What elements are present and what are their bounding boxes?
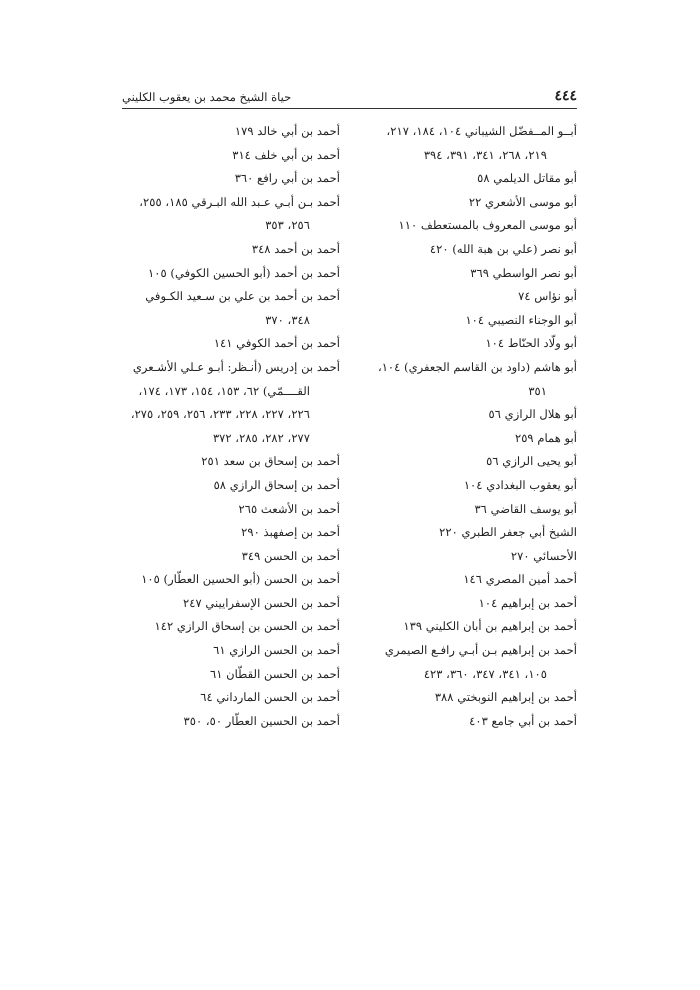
index-entry: أبو هاشم (داود بن القاسم الجعفري) ١٠٤، bbox=[377, 359, 577, 374]
index-entry: أحمد بن الحسن ٣٤٩ bbox=[241, 548, 340, 563]
running-title: حياة الشيخ محمد بن يعقوب الكليني bbox=[122, 90, 292, 104]
index-entry: أحمد بن الحسن المارداني ٦٤ bbox=[200, 690, 340, 705]
page-header bbox=[122, 88, 577, 106]
index-entry: أحمد بن إبراهيم النوبختي ٣٨٨ bbox=[434, 690, 577, 705]
index-entry-continuation: ٢٧٧، ٢٨٢، ٢٨٥، ٣٧٢ bbox=[212, 430, 310, 445]
index-entry: أحمد بـن أبـي عـبد الله البـرقي ١٨٥، ٢٥٥، bbox=[139, 194, 340, 209]
index-entry-continuation: ٢٢٦، ٢٢٧، ٢٢٨، ٢٣٣، ٢٥٦، ٢٥٩، ٢٧٥، bbox=[130, 407, 310, 422]
index-entry: أبو نصر الواسطي ٣٦٩ bbox=[470, 265, 577, 280]
index-column-left bbox=[115, 120, 340, 733]
index-entry: أحمد بن إدريس (أنـظر: أبـو عـلي الأشـعري bbox=[132, 359, 340, 374]
page-number: ٤٤٤ bbox=[554, 88, 577, 104]
index-entry: أحمد بن أبي جامع ٤٠٣ bbox=[469, 713, 577, 728]
index-entry: أحمد بن الحسين العطّار ٥٠، ٣٥٠ bbox=[183, 713, 340, 728]
index-entry: أحمد بن إسحاق الرازي ٥٨ bbox=[213, 477, 340, 492]
index-entry: الشيخ أبي جعفر الطبري ٢٢٠ bbox=[439, 525, 577, 540]
index-entry: أحمد بن أبي رافع ٣٦٠ bbox=[234, 171, 340, 186]
index-entry: أحمد بن إبراهيم ١٠٤ bbox=[478, 595, 577, 610]
index-entry: أبو همام ٢٥٩ bbox=[514, 430, 577, 445]
index-entry: أحمد بن الحسن الإسفراييني ٢٤٧ bbox=[183, 595, 340, 610]
index-entry: أبو ولّاد الحنّاط ١٠٤ bbox=[485, 336, 577, 351]
index-entry: أبو موسى الأشعري ٢٢ bbox=[468, 194, 577, 209]
index-column-right bbox=[347, 120, 577, 733]
index-entry-continuation: ٣٥١ bbox=[528, 383, 547, 398]
index-entry: أحمد بن أبي خالد ١٧٩ bbox=[234, 124, 340, 138]
index-entry: أحمد بن إبراهيم بن أبان الكليني ١٣٩ bbox=[403, 619, 577, 634]
index-entry-continuation: القــــمّي) ٦٢، ١٥٣، ١٥٤، ١٧٣، ١٧٤، bbox=[138, 383, 310, 398]
index-entry: أحمد بن إصفهبذ ٢٩٠ bbox=[241, 525, 340, 540]
index-entry: أبو يعقوب البغدادي ١٠٤ bbox=[463, 477, 577, 492]
index-entry: أحمد بن أحمد (أبو الحسين الكوفي) ١٠٥ bbox=[148, 265, 340, 280]
index-entry-continuation: ١٠٥، ٣٤١، ٣٤٧، ٣٦٠، ٤٢٣ bbox=[423, 666, 547, 681]
index-entry: أبو نؤاس ٧٤ bbox=[518, 289, 577, 304]
index-entry: أحمد بن إبراهيم بـن أبـي رافـع الصيمري bbox=[384, 643, 577, 658]
index-entry: أحمد بن إسحاق بن سعد ٢٥١ bbox=[201, 454, 340, 469]
index-entry: أحمد بن الحسن الرازي ٦١ bbox=[213, 643, 340, 658]
index-entry: أبو نصر (علي بن هبة الله) ٤٢٠ bbox=[429, 241, 577, 256]
index-entry-continuation: ٢٥٦، ٣٥٣ bbox=[265, 218, 310, 233]
index-entry: أحمد بن الحسن (أبو الحسين العطّار) ١٠٥ bbox=[141, 572, 340, 587]
index-entry: أحمد بن أحمد الكوفي ١٤١ bbox=[213, 336, 340, 351]
index-entry: أبو الوجناء النصيبي ١٠٤ bbox=[465, 312, 577, 327]
index-entry: أبو موسى المعروف بالمستعطف ١١٠ bbox=[398, 218, 577, 233]
index-entry: أحمد بن الأشعث ٢٦٥ bbox=[238, 501, 340, 516]
index-entry: أحمد بن أبي خلف ٣١٤ bbox=[232, 147, 340, 162]
index-entry: أحمد بن أحمد بن علي بن سـعيد الكـوفي bbox=[145, 289, 340, 304]
index-entry-continuation: ٢١٩، ٢٦٨، ٣٤١، ٣٩١، ٣٩٤ bbox=[423, 147, 547, 162]
index-entry: أبو يوسف القاضي ٣٦ bbox=[474, 501, 577, 516]
index-entry: أحمد بن الحسن القطّان ٦١ bbox=[209, 666, 340, 681]
index-entry: أحمد أمين المصري ١٤٦ bbox=[463, 572, 577, 587]
index-entry: أبو مقاتل الديلمي ٥٨ bbox=[477, 171, 577, 186]
index-entry: أحمد بن الحسن بن إسحاق الرازي ١٤٢ bbox=[154, 619, 340, 634]
index-entry: أبــو المــفضّل الشيباني ١٠٤، ١٨٤، ٢١٧، bbox=[386, 124, 577, 138]
index-entry: أبو يحيى الرازي ٥٦ bbox=[486, 454, 577, 469]
index-entry-continuation: ٣٤٨، ٣٧٠ bbox=[265, 312, 310, 327]
index-entry: الأحسائي ٢٧٠ bbox=[510, 548, 577, 563]
index-entry: أبو هلال الرازي ٥٦ bbox=[488, 407, 577, 422]
header-rule bbox=[122, 108, 577, 109]
index-entry: أحمد بن أحمد ٣٤٨ bbox=[251, 241, 340, 256]
